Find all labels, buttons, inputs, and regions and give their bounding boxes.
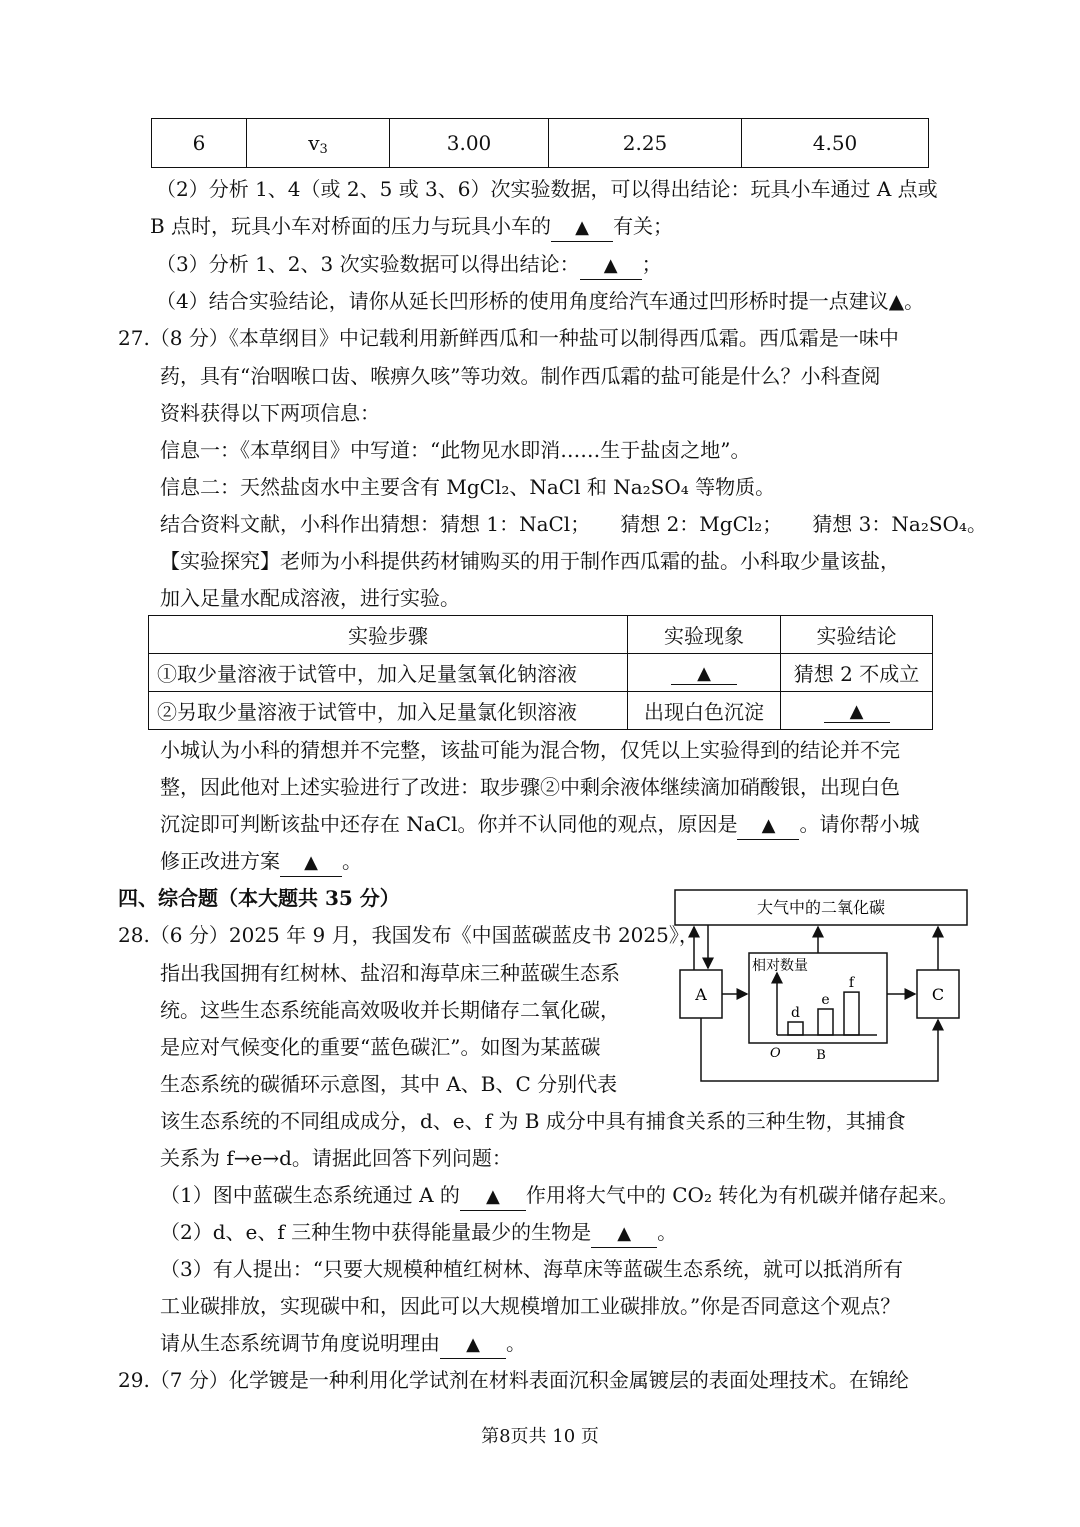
answer-blank[interactable]: ▲ bbox=[824, 698, 890, 723]
answer-blank[interactable]: ▲ bbox=[280, 848, 342, 877]
atmosphere-label: 大气中的二氧化碳 bbox=[756, 898, 886, 917]
answer-blank[interactable]: ▲ bbox=[591, 1219, 657, 1248]
q28-line2: 指出我国拥有红树林、盐沼和海草床三种蓝碳生态系 bbox=[160, 961, 620, 985]
bar-label-d: d bbox=[791, 1005, 800, 1021]
answer-blank[interactable]: ▲ bbox=[580, 251, 642, 280]
q28-part1: （1）图中蓝碳生态系统通过 A 的 ▲ 作用将大气中的 CO₂ 转化为有机碳并储存起来。 bbox=[160, 1182, 958, 1211]
table-cell: 4.50 bbox=[742, 119, 929, 168]
label-b: B bbox=[816, 1048, 826, 1063]
answer-blank[interactable]: ▲ bbox=[671, 660, 737, 685]
section-heading: 四、综合题（本大题共 35 分） bbox=[118, 886, 400, 910]
bar-label-f: f bbox=[848, 975, 855, 992]
q27-explore1: 【实验探究】老师为小科提供药材铺购买的用于制作西瓜霜的盐。小科取少量该盐， bbox=[160, 549, 900, 573]
table-cell bbox=[628, 654, 781, 692]
answer-blank[interactable]: ▲ bbox=[551, 213, 613, 242]
q27-line1: 27.（8 分）《本草纲目》中记载利用新鲜西瓜和一种盐可以制得西瓜霜。西瓜霜是一味中 bbox=[118, 326, 899, 350]
table-cell bbox=[781, 692, 933, 730]
q27-explore2: 加入足量水配成溶液，进行实验。 bbox=[160, 586, 460, 610]
q26-part2-line1: （2）分析 1、4（或 2、5 或 3、6）次实验数据，可以得出结论：玩具小车通过 A 点或 bbox=[156, 177, 938, 201]
q28-part3-line3: 请从生态系统调节角度说明理由 ▲ 。 bbox=[160, 1330, 526, 1359]
answer-blank[interactable]: ▲ bbox=[440, 1330, 506, 1359]
table-cell: ②另取少量溶液于试管中，加入足量氯化钡溶液 bbox=[149, 692, 628, 730]
bar-d bbox=[788, 1022, 803, 1035]
data-table-top bbox=[151, 118, 929, 168]
table-cell: 3.00 bbox=[390, 119, 549, 168]
q27-line3: 资料获得以下两项信息： bbox=[160, 401, 380, 425]
table-header: 实验现象 bbox=[628, 616, 781, 654]
table-row bbox=[152, 119, 929, 168]
page-footer: 第8页共 10 页 bbox=[481, 1426, 599, 1447]
q28-line6: 该生态系统的不同组成成分，d、e、f 为 B 成分中具有捕食关系的三种生物，其捕食 bbox=[160, 1109, 906, 1133]
q27-after3: 沉淀即可判断该盐中还存在 NaCl。你并不认同他的观点，原因是 ▲ 。请你帮小城 bbox=[160, 811, 919, 840]
q27-info2: 信息二：天然盐卤水中主要含有 MgCl₂、NaCl 和 Na₂SO₄ 等物质。 bbox=[160, 475, 776, 499]
q27-after2: 整，因此他对上述实验进行了改进：取步骤②中剩余液体继续滴加硝酸银，出现白色 bbox=[160, 775, 900, 799]
q28-line7: 关系为 f→e→d。请据此回答下列问题： bbox=[160, 1146, 512, 1170]
table-cell: 6 bbox=[152, 119, 247, 168]
table-cell: 猜想 2 不成立 bbox=[781, 654, 933, 692]
q29-line1: 29.（7 分）化学镀是一种利用化学试剂在材料表面沉积金属镀层的表面处理技术。在锦纶 bbox=[118, 1368, 909, 1392]
axis-label: 相对数量 bbox=[752, 958, 808, 974]
answer-blank[interactable]: ▲ bbox=[737, 811, 799, 840]
q28-line1: 28.（6 分）2025 年 9 月，我国发布《中国蓝碳蓝皮书 2025》， bbox=[118, 923, 699, 947]
table-header: 实验步骤 bbox=[149, 616, 628, 654]
q27-after1: 小城认为小科的猜想并不完整，该盐可能为混合物，仅凭以上实验得到的结论并不完 bbox=[160, 738, 900, 762]
q27-line2: 药，具有“治咽喉口齿、喉痹久咳”等功效。制作西瓜霜的盐可能是什么？小科查阅 bbox=[160, 364, 881, 388]
table-header: 实验结论 bbox=[781, 616, 933, 654]
table-cell: 2.25 bbox=[549, 119, 742, 168]
origin-label: O bbox=[770, 1046, 781, 1061]
table-cell: 出现白色沉淀 bbox=[628, 692, 781, 730]
bar-label-e: e bbox=[821, 992, 830, 1008]
q26-part2-line2: B 点时，玩具小车对桥面的压力与玩具小车的 ▲ 有关； bbox=[150, 213, 673, 242]
table-cell: ①取少量溶液于试管中，加入足量氢氧化钠溶液 bbox=[149, 654, 628, 692]
label-c: C bbox=[931, 985, 945, 1004]
table-row bbox=[149, 654, 933, 692]
q28-part3-line2: 工业碳排放，实现碳中和，因此可以大规模增加工业碳排放。”你是否同意这个观点？ bbox=[160, 1294, 901, 1318]
q27-after4: 修正改进方案 ▲ 。 bbox=[160, 848, 362, 877]
q27-info1: 信息一：《本草纲目》中写道：“此物见水即消……生于盐卤之地”。 bbox=[160, 438, 751, 462]
q26-part3: （3）分析 1、2、3 次实验数据可以得出结论： ▲ ； bbox=[156, 251, 662, 280]
q28-part3-line1: （3）有人提出：“只要大规模种植红树林、海草床等蓝碳生态系统，就可以抵消所有 bbox=[160, 1257, 903, 1281]
table-cell: $v_3$ bbox=[247, 119, 390, 168]
answer-blank[interactable]: ▲ bbox=[460, 1182, 526, 1211]
label-a: A bbox=[695, 985, 707, 1004]
carbon-cycle-diagram bbox=[672, 885, 972, 1090]
bar-e bbox=[818, 1009, 833, 1035]
table-row bbox=[149, 692, 933, 730]
experiment-table bbox=[148, 615, 933, 730]
q28-line3: 统。这些生态系统能高效吸收并长期储存二氧化碳， bbox=[160, 998, 620, 1022]
q28-line4: 是应对气候变化的重要“蓝色碳汇”。如图为某蓝碳 bbox=[160, 1035, 601, 1059]
bar-f bbox=[844, 992, 859, 1035]
table-header-row bbox=[149, 616, 933, 654]
q28-line5: 生态系统的碳循环示意图，其中 A、B、C 分别代表 bbox=[160, 1072, 618, 1096]
q27-guesses: 结合资料文献，小科作出猜想：猜想 1：NaCl； 猜想 2：MgCl₂； 猜想 3：Na₂SO₄。 bbox=[160, 512, 987, 536]
q28-part2: （2）d、e、f 三种生物中获得能量最少的生物是 ▲ 。 bbox=[160, 1219, 677, 1248]
q26-part4: （4）结合实验结论，请你从延长凹形桥的使用角度给汽车通过凹形桥时提一点建议▲。 bbox=[156, 289, 925, 313]
